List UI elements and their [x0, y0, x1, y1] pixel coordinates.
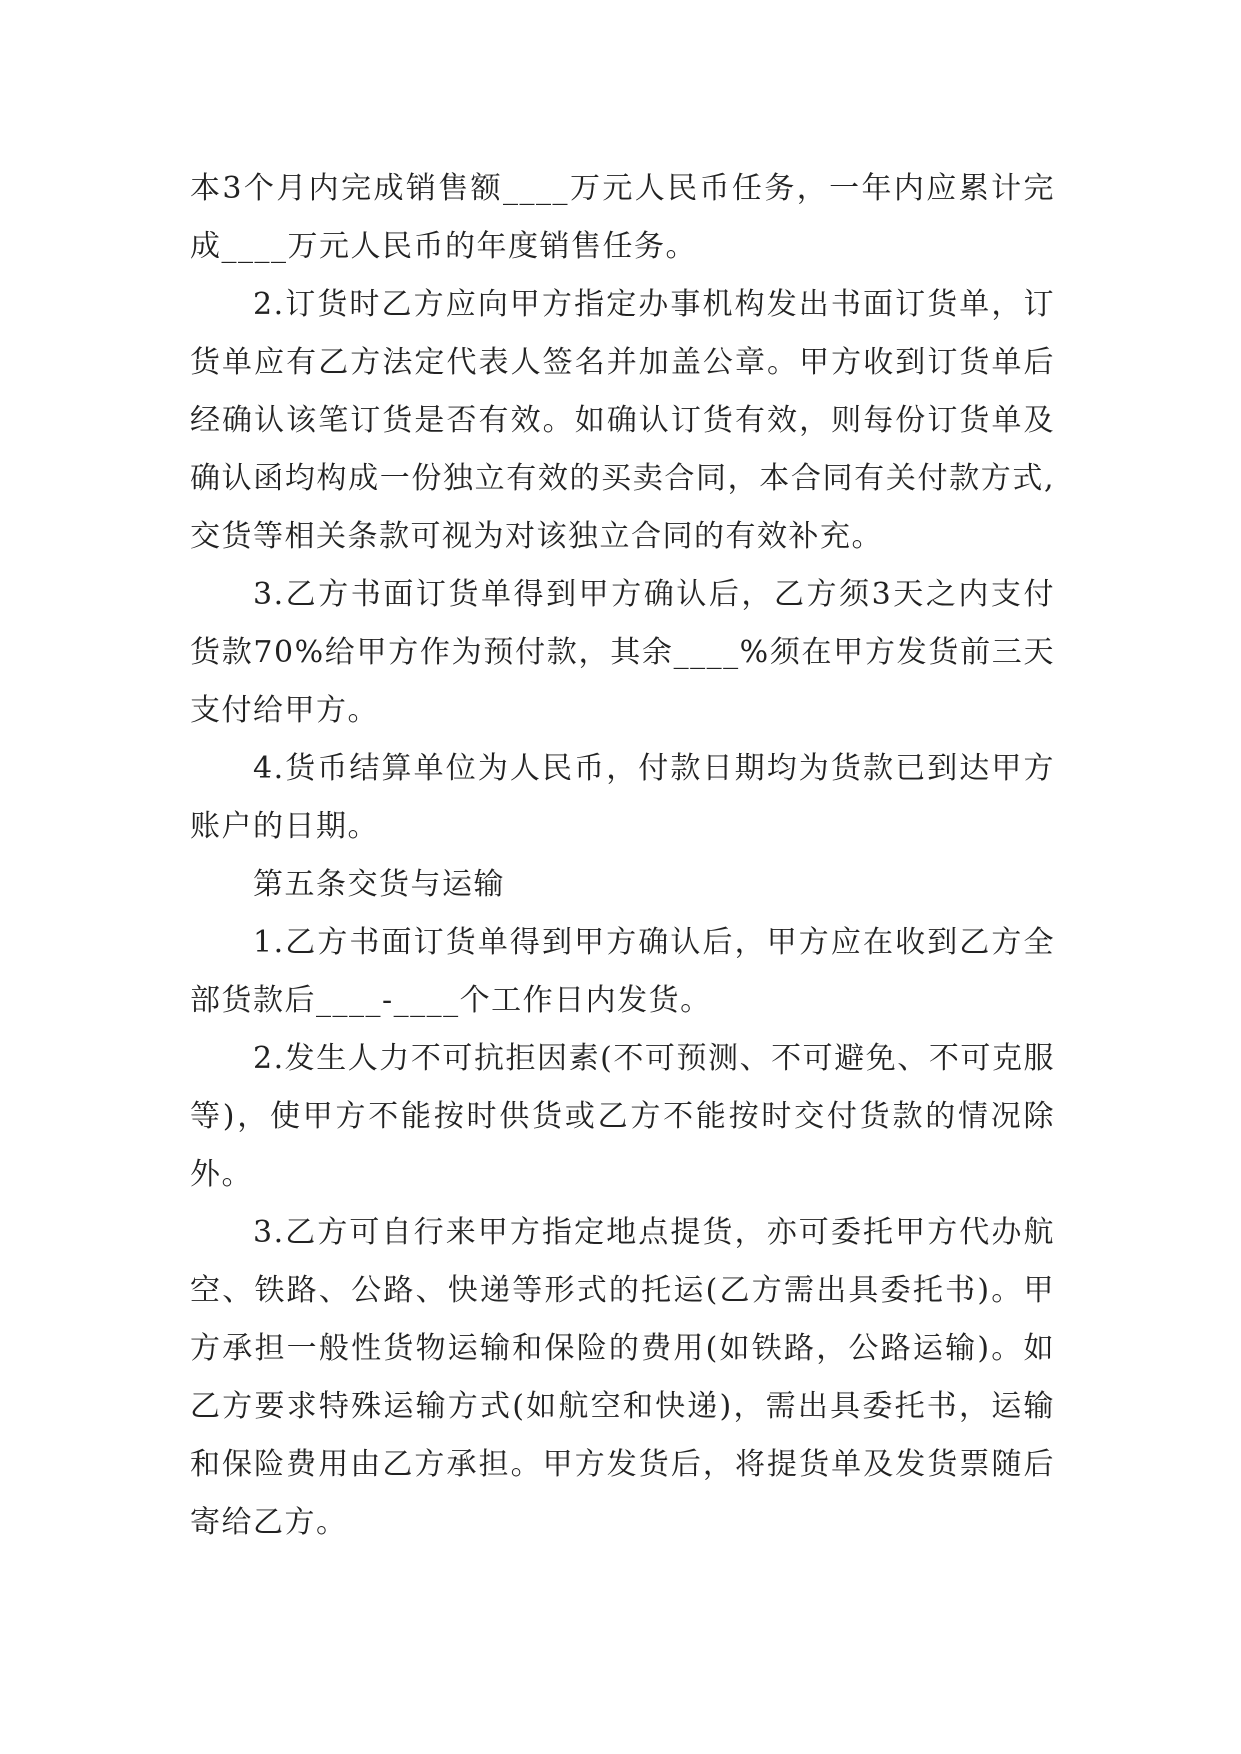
paragraph-clause-4-currency: 4.货币结算单位为人民币，付款日期均为货款已到达甲方账户的日期。 — [190, 751, 1055, 844]
paragraph-clause-3-payment: 3.乙方书面订货单得到甲方确认后，乙方须3天之内支付货款70%给甲方作为预付款，其余____%须在甲方发货前三天支付给甲方。 — [190, 577, 1055, 728]
paragraph-clause-2-order: 2.订货时乙方应向甲方指定办事机构发出书面订货单，订货单应有乙方法定代表人签名并加盖公章。甲方收到订货单后经确认该笔订货是否有效。如确认订货有效，则每份订货单及确认函均构成一份独立有效的买卖合同，本合同有关付款方式,交货等相关条款可视为对该独立合同的有效补充。 — [190, 287, 1055, 554]
section-heading-article-5: 第五条交货与运输 — [253, 867, 505, 902]
paragraph-clause-2-force-majeure: 2.发生人力不可抗拒因素(不可预测、不可避免、不可克服等)，使甲方不能按时供货或乙方不能按时交付货款的情况除外。 — [190, 1041, 1055, 1192]
paragraph-clause-1-delivery: 1.乙方书面订货单得到甲方确认后，甲方应在收到乙方全部货款后____-____个工作日内发货。 — [190, 925, 1055, 1018]
paragraph-clause-3-shipping: 3.乙方可自行来甲方指定地点提货，亦可委托甲方代办航空、铁路、公路、快递等形式的托运(乙方需出具委托书)。甲方承担一般性货物运输和保险的费用(如铁路，公路运输)。如乙方要求特殊运输方式(如航空和快递)，需出具委托书，运输和保险费用由乙方承担。甲方发货后，将提货单及发货票随后寄给乙方。 — [190, 1215, 1055, 1540]
document-body — [190, 160, 1055, 1552]
paragraph-continuation: 本3个月内完成销售额____万元人民币任务，一年内应累计完成____万元人民币的年度销售任务。 — [190, 171, 1055, 264]
